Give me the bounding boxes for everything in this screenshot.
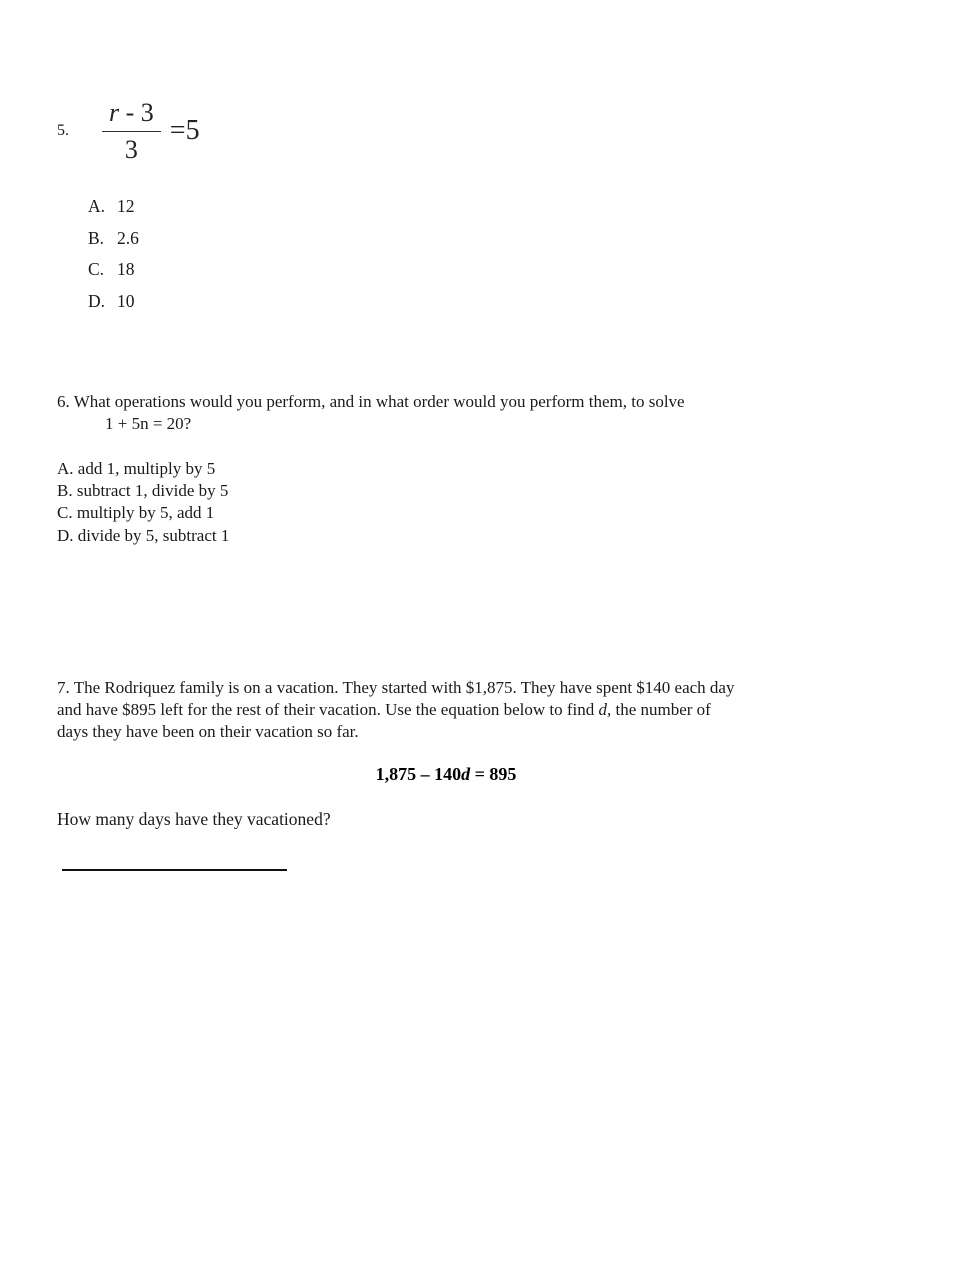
question-7-line1: 7. The Rodriquez family is on a vacation. They started with $1,875. They have spent $140 each day xyxy=(57,678,735,697)
choice-letter: B. xyxy=(88,227,105,248)
choice-letter: D. xyxy=(88,290,106,311)
question-7-line2-rest: the number of xyxy=(611,700,711,720)
variable-d: d xyxy=(461,764,471,784)
choice-letter: C. xyxy=(88,259,105,280)
choice-row-a xyxy=(88,196,139,228)
fraction-denominator: 3 xyxy=(124,134,138,164)
question-5-number: 5. xyxy=(57,122,69,140)
choice-text: 10 xyxy=(117,290,135,311)
question-7-line2 xyxy=(57,699,857,721)
choice-item-d: D. divide by 5, subtract 1 xyxy=(57,525,230,545)
fraction xyxy=(102,98,161,165)
question-6-text: 6. What operations would you perform, and in what order would you perform them, to solve xyxy=(57,392,685,411)
variable-r: r xyxy=(109,98,120,127)
question-7-equation xyxy=(57,764,835,785)
choice-text: 18 xyxy=(117,259,135,280)
choice-row-b xyxy=(88,228,139,260)
equation-rhs: =5 xyxy=(169,115,200,147)
question-6-equation: 1 + 5n = 20? xyxy=(105,414,192,433)
choice-text: 2.6 xyxy=(117,227,139,248)
question-7-ask: How many days have they vacationed? xyxy=(57,809,331,829)
numerator-rest: - 3 xyxy=(119,98,154,127)
choice-item-a: A. add 1, multiply by 5 xyxy=(57,459,216,478)
choice-text: 12 xyxy=(117,196,135,216)
equation-rhs: = 895 xyxy=(470,764,517,784)
choice-letter: A. xyxy=(88,196,106,216)
choice-row-d xyxy=(88,291,139,323)
question-7-line3: days they have been on their vacation so far. xyxy=(57,722,359,742)
variable-d: d, xyxy=(598,700,612,720)
choice-item-b: B. subtract 1, divide by 5 xyxy=(57,481,229,501)
question-6-prompt xyxy=(57,391,847,435)
question-5-choices xyxy=(88,196,139,322)
question-5-equation xyxy=(57,98,200,165)
question-7-line2-text: and have $895 left for the rest of their vacation. Use the equation below to find xyxy=(57,700,599,720)
fraction-numerator xyxy=(102,98,161,132)
answer-blank-line[interactable] xyxy=(62,869,287,871)
choice-row-c xyxy=(88,259,139,291)
question-7-prompt xyxy=(57,677,857,744)
equation-lhs: 1,875 – 140 xyxy=(375,764,462,784)
choice-item-c: C. multiply by 5, add 1 xyxy=(57,503,215,523)
question-6-choices xyxy=(57,458,229,547)
